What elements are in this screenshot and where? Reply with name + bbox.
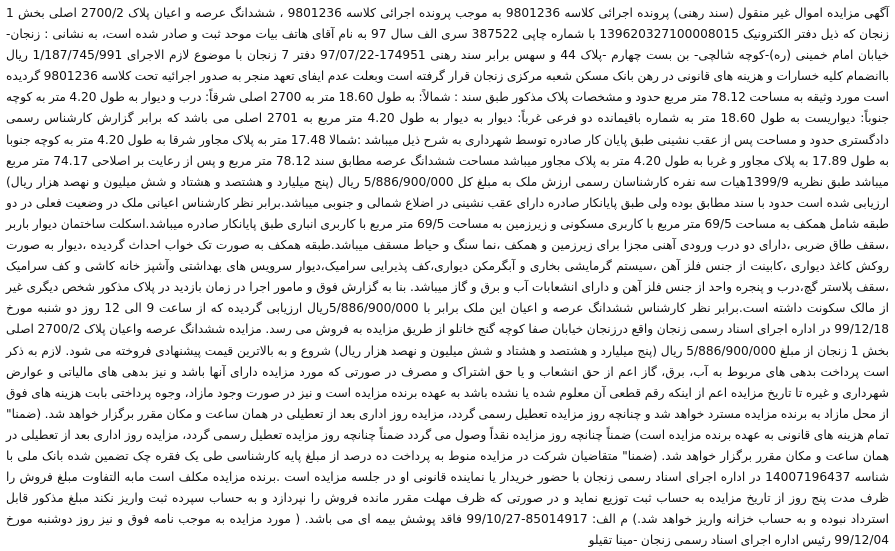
notice-body: آگهی مزایده اموال غیر منقول (سند رهنی) پرونده اجرائی کلاسه 9801236 به موجب پرونده اجرائی کلاسه 9801236 ، ششدانگ عرصه و اعیان پلاک 2700/2 اصلی بخش 1 زنجان که ذیل دفتر الکترونیک 139620327100008015 با شماره چاپی 387522 سری الف سال 97 به نام آقای هاتف بیات موحد ثبت و صادر شده است، به نشانی : زنجان-خیابان امام خمینی (ره)-کوچه شالچی- بن بست چهارم -پلاک 44 و سهس برابر سند رهنی 174951-97/07/22 دفتر 7 زنجان با موضوع لازم الاجرای 1/187/745/991 ریال باانضمام کلیه خسارات و هزینه های قانونی در رهن بانک مسکن شعبه مرکزی زنجان قرار گرفته است وبعلت عدم ایفای تعهد منجر به صدور اجرائیه تحت کلاسه 9801236 گردیده است مورد وثیقه به مساحت 78.12 متر مربع حدود و مشخصات پلاک مذکور طبق سند : شمالاً: به طول 18.60 متر به 2700 اصلی شرقاً: درب و دیوار به طول 4.20 متر به کوچه جنوباً: دیواریست به طول 18.60 متر به شماره باقیمانده دو فرعی غرباً: دیوار به دیوار به طول 4.20 متر مربع به 2701 اصلی می باشد که برابر گزارش کارشناس رسمی دادگستری حدود و مساحت پس از عقب نشینی طبق پایان کار صادره توسط شهرداری به شرح ذیل میباشد :شمالا 17.48 متر به پلاک مجاور شرقا به طول 4.20 متر به کوچه جنوبا به طول 17.89 به پلاک مجاور و غربا به طول 4.20 متر به پلاک مجاور میباشد مساحت ششدانگ عرصه مطابق سند 78.12 متر مربع و پس از رعایت بر اصلاحی 74.17 متر مربع میباشد طبق نظریه 1399/9هیات سه نفره کارشناسان رسمی ارزش ملک به مبلغ کل 5/886/900/000 ریال (پنج میلیارد و هشتصد و هشتاد و شش میلیون و نهصد هزار ریال) ارزیابی شده است حدود با سند مطابق بوده ولی طبق پایانکار صادره دارای عقب نشینی در اضلاع شمالی و جنوبی میباشد.برابر نظر کارشناس اعیانی ملک در وضعیت فعلی در دو طبقه شامل همکف به مساحت 69/5 متر مربع با کاربری مسکونی و زیرزمین به مساحت 69/5 متر مربع با کاربری انباری طبق پایانکار صادره میباشد.اسکلت ساختمان دیوار باربر ،سقف طاق ضربی ،دارای دو درب ورودی آهنی مجزا برای زیرزمین و همکف ،نما سنگ و حیاط مسقف میباشد.طبقه همکف به صورت تک خواب احداث گردیده ،دیوار به صورت روکش کاغذ دیواری ،کابینت از جنس فلز آهن ،سیستم گرمایشی بخاری و آبگرمکن دیواری،کف پذیرایی سرامیک،دیوار سرویس های بهداشتی وآشپز خانه کاشی و کف سرامیک ،سقف پلاستر گچ،درب و پنجره واحد از جنس فلز آهن و دارای انشعابات آب و برق و گاز میباشد. بنا به گزارش فوق و مامور اجرا در زمان بازدید در پلاک مذکور شخص دیگری غیر از مالک سکونت داشته است.برابر نظر کارشناس ششدانگ عرصه و اعیان این ملک برابر با 5/886/900/000ریال ارزیابی گردیده که از ساعت 9 الی 12 روز دو شنبه مورخ 99/12/18 در اداره اجرای اسناد رسمی زنجان واقع درزنجان خیابان صفا کوچه گنج خانلو از طریق مزایده به فروش می رسد. مزایده ششدانگ عرصه واعیان پلاک 2700/2 اصلی بخش 1 زنجان از مبلغ 5/886/900/000 ریال (پنج میلیارد و هشتصد و هشتاد و شش میلیون و نهصد هزار ریال) شروع و به بالاترین قیمت پیشنهادی فروخته می شود. لازم به ذکر است پرداخت بدهی های مربوط به آب، برق، گاز اعم از حق انشعاب و یا حق اشتراک و مصرف در صورتی که مورد مزایده دارای آنها باشد و نیز بدهی های مالیاتی و عوارض شهرداری و غیره تا تاریخ مزایده اعم از اینکه رقم قطعی آن معلوم شده یا نشده باشد به عهده برنده مزایده است و نیز در صورت وجود مازاد، وجوه پرداختی بابت هزینه های فوق از محل مازاد به برنده مزایده مسترد خواهد شد و چنانچه روز مزایده تعطیل رسمی گردد، مزایده روز اداری بعد از تعطیلی در همان ساعت و مکان مقرر برگزار خواهد شد. (ضمنا" تمام هزینه های قانونی به عهده برنده مزایده است) ضمناً چنانچه روز مزایده نقداً وصول می گردد ضمناً چنانچه روز مزایده تعطیل رسمی گردد، مزایده روز اداری بعد از تعطیلی در همان ساعت و مکان مقرر برگزار خواهد شد. (ضمنا" متقاضیان شرکت در مزایده منوط به پرداخت ده درصد از مبلغ پایه کارشناسی طی یک فقره چک تضمین شده بانک ملی با شناسه 14007196437 در اداره اجرای اسناد رسمی زنجان با حضور خریدار یا نماینده قانونی او در جلسه مزایده است .برنده مزایده مکلف است مابه التفاوت مبلغ فروش را ظرف مدت پنج روز از تاریخ مزایده به حساب ثبت توزیع نماید و در صورتی که ظرف مهلت مقرر مانده فروش را نپردازد و به حساب سپرده ثبت واریز نکند مبلغ مذکور قابل استرداد نبوده و به حساب خزانه واریز خواهد شد.) م الف: 85014917-99/10/27 فاقد پوشش بیمه ای می باشد. ( مورد مزایده به موجب نامه فوق و نیز روز دوشنبه مورخ 99/12/04 رئیس اداره اجرای اسناد رسمی زنجان -مینا تقیلو: [6, 6, 890, 548]
auction-notice-text: [6, 3, 889, 551]
